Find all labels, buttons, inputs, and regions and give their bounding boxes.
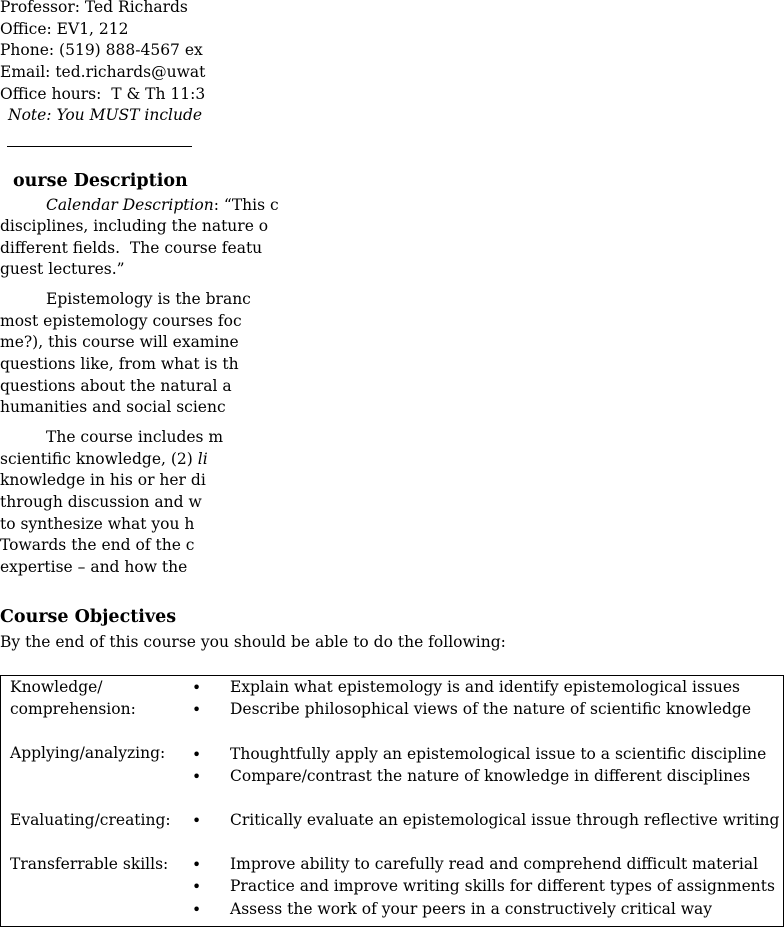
professor-line: Professor: Ted Richards	[0, 0, 188, 16]
bullet: •	[192, 701, 202, 719]
office-hours-line: Office hours: T & Th 11:3	[0, 85, 206, 103]
paragraph-line: expertise – and how the	[0, 558, 188, 576]
bullet: •	[192, 812, 202, 830]
paragraph-line: me?), this course will examine	[0, 333, 239, 351]
objective-category-label: comprehension:	[10, 700, 136, 718]
calendar-text-line: guest lectures.”	[0, 260, 125, 278]
course-objectives-heading: Course Objectives	[0, 607, 177, 627]
objectives-table	[0, 675, 784, 927]
objective-item: Describe philosophical views of the nature of scientific knowledge	[230, 700, 752, 718]
objective-category-label: Applying/analyzing:	[10, 744, 166, 762]
calendar-text-line: different fields. The course featu	[0, 239, 263, 257]
bullet: •	[192, 679, 202, 697]
bullet: •	[192, 746, 202, 764]
paragraph-line: humanities and social scienc	[0, 398, 226, 416]
paragraph-line: Epistemology is the branc	[46, 290, 251, 308]
objectives-intro: By the end of this course you should be able to do the following:	[0, 633, 506, 651]
paragraph-line: The course includes m	[46, 428, 224, 446]
objective-item: Critically evaluate an epistemological issue through reflective writing	[230, 811, 780, 829]
objective-category-label: Transferrable skills:	[10, 855, 169, 873]
calendar-text-line: disciplines, including the nature o	[0, 217, 269, 235]
email-line: Email: ted.richards@uwat	[0, 63, 206, 81]
paragraph-line: questions about the natural a	[0, 377, 232, 395]
calendar-text: : “This c	[213, 196, 279, 214]
objective-category-label: Evaluating/creating:	[10, 811, 171, 829]
objective-item: Practice and improve writing skills for different types of assignments	[230, 877, 775, 895]
bullet: •	[192, 768, 202, 786]
calendar-description-line	[46, 195, 279, 217]
paragraph-line: to synthesize what you h	[0, 515, 195, 533]
objective-item: Thoughtfully apply an epistemological issue to a scientific discipline	[230, 745, 767, 763]
paragraph-line: scientific knowledge, (2) li	[0, 450, 208, 468]
objective-item: Explain what epistemology is and identify epistemological issues	[230, 678, 740, 696]
office-line: Office: EV1, 212	[0, 20, 129, 38]
note-line: Note: You MUST include	[8, 106, 203, 124]
bullet: •	[192, 901, 202, 919]
phone-line: Phone: (519) 888-4567 ex	[0, 41, 203, 59]
objective-item: Improve ability to carefully read and comprehend difficult material	[230, 855, 759, 873]
signature-rule	[7, 146, 192, 147]
bullet: •	[192, 878, 202, 896]
objective-category-label: Knowledge/	[10, 678, 103, 696]
paragraph-line: Towards the end of the c	[0, 536, 195, 554]
paragraph-line: questions like, from what is th	[0, 355, 239, 373]
course-description-heading: ourse Description	[13, 171, 188, 191]
paragraph-line: knowledge in his or her di	[0, 471, 206, 489]
calendar-description-label: Calendar Description	[46, 196, 214, 214]
bullet: •	[192, 856, 202, 874]
objective-item: Assess the work of your peers in a constructively critical way	[230, 900, 713, 918]
paragraph-line: most epistemology courses foc	[0, 312, 242, 330]
objective-item: Compare/contrast the nature of knowledge in different disciplines	[230, 767, 751, 785]
paragraph-line: through discussion and w	[0, 493, 202, 511]
